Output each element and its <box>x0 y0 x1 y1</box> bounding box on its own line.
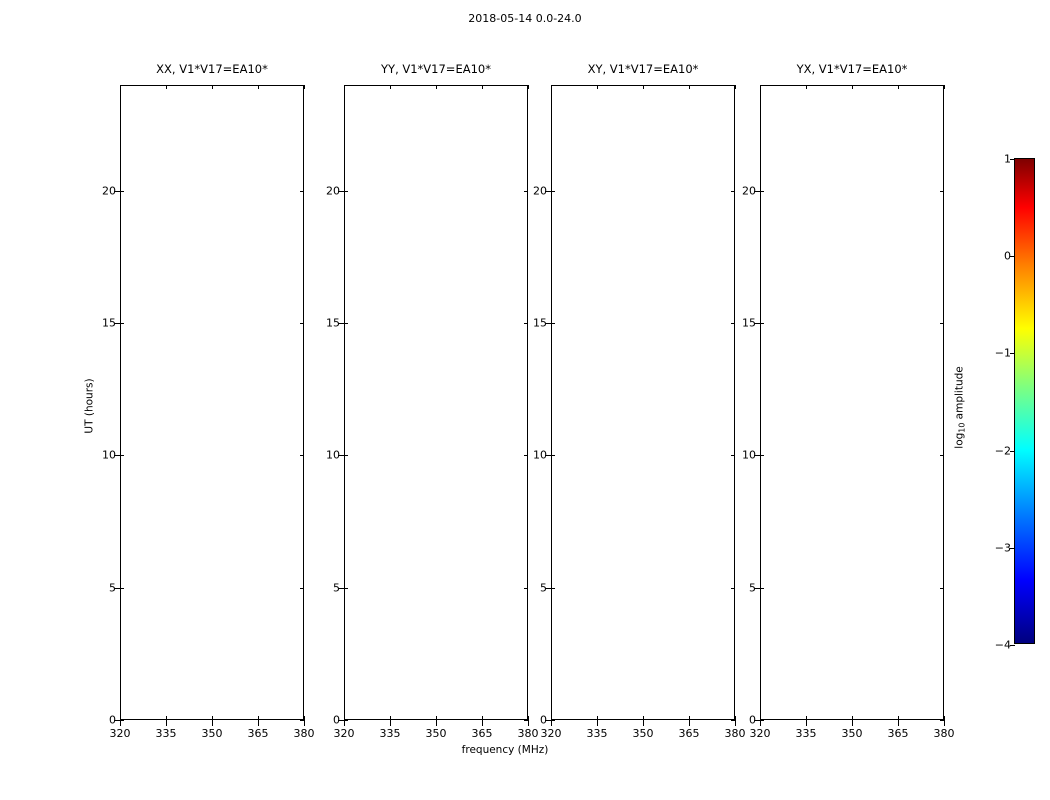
x-tick-label: 350 <box>632 727 654 740</box>
x-tick-label: 380 <box>933 727 955 740</box>
y-tick-label: 20 <box>533 184 547 198</box>
y-tick-mark-inner <box>551 588 555 589</box>
y-tick-label: 20 <box>326 184 340 198</box>
y-tick-label: 15 <box>326 316 340 330</box>
x-tick-label: 335 <box>795 727 817 740</box>
x-tick-mark-top <box>304 85 305 89</box>
colorbar-tick-label: 1 <box>1004 152 1011 166</box>
y-axis-label: UT (hours) <box>83 378 96 434</box>
x-tick-mark-inner <box>643 716 644 720</box>
y-tick-label: 10 <box>102 448 116 462</box>
y-tick-label: 5 <box>749 581 756 595</box>
colorbar-tick-label: 0 <box>1004 249 1011 263</box>
x-tick-label: 365 <box>471 727 493 740</box>
y-tick-mark-right <box>300 191 304 192</box>
y-tick-mark-right <box>940 588 944 589</box>
x-tick-mark-inner <box>344 716 345 720</box>
x-tick-mark-top <box>344 85 345 89</box>
y-tick-mark-right <box>524 455 528 456</box>
y-tick-label: 15 <box>742 316 756 330</box>
y-tick-mark-inner <box>760 455 764 456</box>
x-tick-mark-top <box>735 85 736 89</box>
y-tick-mark-right <box>300 323 304 324</box>
y-tick-label: 20 <box>102 184 116 198</box>
x-tick-label: 320 <box>749 727 771 740</box>
x-tick-label: 335 <box>586 727 608 740</box>
plot-panel-xx[interactable] <box>102 62 315 740</box>
y-tick-label: 5 <box>540 581 547 595</box>
x-axis-label: frequency (MHz) <box>461 744 549 756</box>
colorbar-tick-label: −1 <box>994 346 1011 360</box>
figure-suptitle: 2018-05-14 0.0-24.0 <box>468 12 582 25</box>
y-tick-mark-right <box>300 455 304 456</box>
y-tick-mark-inner <box>120 588 124 589</box>
x-tick-mark-top <box>689 85 690 89</box>
x-tick-label: 380 <box>517 727 539 740</box>
x-tick-mark-top <box>482 85 483 89</box>
x-tick-mark-inner <box>852 716 853 720</box>
panel-title-xy: XY, V1*V17=EA10* <box>587 62 699 76</box>
y-tick-mark-inner <box>120 455 124 456</box>
x-tick-mark-inner <box>551 716 552 720</box>
x-tick-mark <box>898 720 899 726</box>
colorbar-tick-label: −4 <box>994 638 1011 652</box>
x-tick-mark <box>944 720 945 726</box>
x-tick-mark-top <box>898 85 899 89</box>
y-tick-mark-right <box>524 323 528 324</box>
x-tick-mark <box>304 720 305 726</box>
x-tick-mark <box>689 720 690 726</box>
x-tick-label: 365 <box>887 727 909 740</box>
x-tick-mark-inner <box>806 716 807 720</box>
x-tick-mark-inner <box>212 716 213 720</box>
y-tick-label: 0 <box>749 713 756 727</box>
x-tick-mark-top <box>643 85 644 89</box>
y-tick-mark-inner <box>551 455 555 456</box>
axes-area-yx[interactable] <box>760 85 944 720</box>
x-tick-mark <box>528 720 529 726</box>
y-tick-mark-inner <box>344 191 348 192</box>
x-tick-mark-inner <box>304 716 305 720</box>
x-tick-label: 320 <box>109 727 131 740</box>
colorbar-label <box>954 366 967 448</box>
y-tick-label: 15 <box>533 316 547 330</box>
x-tick-label: 350 <box>201 727 223 740</box>
x-tick-mark-inner <box>436 716 437 720</box>
y-tick-label: 5 <box>109 581 116 595</box>
x-tick-mark <box>735 720 736 726</box>
x-tick-mark-top <box>852 85 853 89</box>
axes-area-yy[interactable] <box>344 85 528 720</box>
y-tick-mark-inner <box>551 323 555 324</box>
y-tick-mark-right <box>940 191 944 192</box>
x-tick-label: 365 <box>678 727 700 740</box>
colorbar-tick-label: −2 <box>994 444 1011 458</box>
x-tick-label: 350 <box>841 727 863 740</box>
x-tick-label: 380 <box>293 727 315 740</box>
y-tick-mark-inner <box>344 588 348 589</box>
x-tick-mark-inner <box>760 716 761 720</box>
x-tick-mark-top <box>436 85 437 89</box>
x-tick-mark-inner <box>944 716 945 720</box>
y-tick-mark-right <box>940 323 944 324</box>
x-tick-mark <box>482 720 483 726</box>
x-tick-mark-inner <box>528 716 529 720</box>
y-tick-label: 0 <box>333 713 340 727</box>
y-tick-mark-right <box>731 191 735 192</box>
x-tick-mark-inner <box>482 716 483 720</box>
x-tick-mark <box>166 720 167 726</box>
x-tick-mark-top <box>258 85 259 89</box>
x-tick-mark-inner <box>120 716 121 720</box>
x-tick-mark <box>436 720 437 726</box>
x-tick-mark-inner <box>689 716 690 720</box>
colorbar[interactable] <box>994 152 1035 652</box>
colorbar-tick-label: −3 <box>994 541 1011 555</box>
x-tick-mark-top <box>760 85 761 89</box>
x-tick-mark-top <box>806 85 807 89</box>
x-tick-label: 320 <box>333 727 355 740</box>
x-tick-label: 380 <box>724 727 746 740</box>
y-tick-mark-inner <box>760 588 764 589</box>
y-tick-label: 10 <box>533 448 547 462</box>
x-tick-mark-inner <box>735 716 736 720</box>
x-tick-mark <box>852 720 853 726</box>
y-tick-mark-inner <box>760 323 764 324</box>
y-tick-mark-inner <box>120 323 124 324</box>
plot-panel-xy[interactable] <box>533 62 746 740</box>
y-tick-label: 10 <box>326 448 340 462</box>
x-tick-mark <box>390 720 391 726</box>
y-tick-label: 15 <box>102 316 116 330</box>
colorbar-label-sub: 10 <box>957 422 967 433</box>
y-tick-label: 10 <box>742 448 756 462</box>
x-tick-mark-top <box>390 85 391 89</box>
x-tick-mark <box>597 720 598 726</box>
x-tick-mark-inner <box>390 716 391 720</box>
x-tick-label: 350 <box>425 727 447 740</box>
panel-title-yx: YX, V1*V17=EA10* <box>796 62 908 76</box>
y-tick-label: 5 <box>333 581 340 595</box>
axes-area-xy[interactable] <box>551 85 735 720</box>
x-tick-mark <box>806 720 807 726</box>
y-tick-mark-inner <box>551 191 555 192</box>
x-tick-mark-inner <box>166 716 167 720</box>
x-tick-mark <box>760 720 761 726</box>
axes-area-xx[interactable] <box>120 85 304 720</box>
colorbar-label-suffix: amplitude <box>953 366 966 423</box>
x-tick-mark-top <box>944 85 945 89</box>
x-tick-mark-inner <box>898 716 899 720</box>
x-tick-label: 335 <box>155 727 177 740</box>
x-tick-mark <box>643 720 644 726</box>
y-tick-mark-inner <box>760 191 764 192</box>
colorbar-label-prefix: log <box>953 432 966 449</box>
x-tick-mark-top <box>120 85 121 89</box>
x-tick-mark-inner <box>258 716 259 720</box>
x-tick-mark <box>212 720 213 726</box>
panel-title-xx: XX, V1*V17=EA10* <box>156 62 268 76</box>
x-tick-mark-inner <box>597 716 598 720</box>
x-tick-mark <box>344 720 345 726</box>
x-tick-mark-top <box>166 85 167 89</box>
x-tick-mark <box>120 720 121 726</box>
x-tick-mark <box>258 720 259 726</box>
y-tick-mark-inner <box>120 191 124 192</box>
y-tick-mark-right <box>300 588 304 589</box>
y-tick-label: 0 <box>540 713 547 727</box>
y-tick-mark-right <box>731 588 735 589</box>
y-tick-mark-right <box>940 455 944 456</box>
y-tick-label: 0 <box>109 713 116 727</box>
plot-panel-yy[interactable] <box>326 62 539 740</box>
x-tick-mark-top <box>528 85 529 89</box>
y-tick-mark-right <box>731 455 735 456</box>
x-tick-label: 320 <box>540 727 562 740</box>
y-tick-mark-inner <box>344 323 348 324</box>
y-tick-mark-right <box>731 323 735 324</box>
plot-panel-yx[interactable] <box>742 62 955 740</box>
y-tick-mark-right <box>524 588 528 589</box>
x-tick-label: 365 <box>247 727 269 740</box>
y-tick-mark-right <box>524 191 528 192</box>
x-tick-mark-top <box>212 85 213 89</box>
y-tick-mark-inner <box>344 455 348 456</box>
x-tick-mark <box>551 720 552 726</box>
x-tick-mark-top <box>597 85 598 89</box>
x-tick-label: 335 <box>379 727 401 740</box>
y-tick-label: 20 <box>742 184 756 198</box>
panel-title-yy: YY, V1*V17=EA10* <box>381 62 491 76</box>
x-tick-mark-top <box>551 85 552 89</box>
